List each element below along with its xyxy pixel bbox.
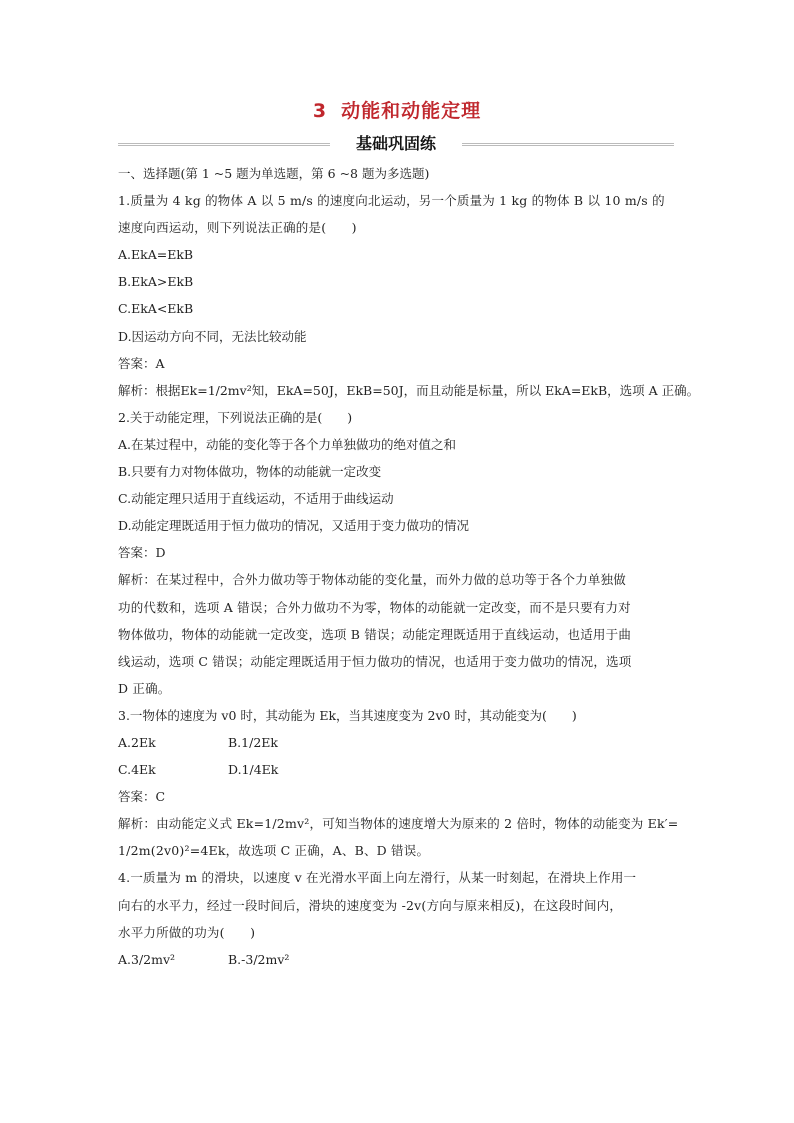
- q2-analysis-line: D 正确。: [118, 680, 171, 696]
- q2-option-d: D.动能定理既适用于恒力做功的情况，又适用于变力做功的情况: [118, 518, 470, 534]
- q3-analysis-line-2: 1/2m(2v0)²=4Ek，故选项 C 正确，A、B、D 错误。: [118, 843, 430, 859]
- q2-stem: 2.关于动能定理，下列说法正确的是( ): [118, 409, 353, 425]
- title-text: 动能和动能定理: [341, 100, 482, 122]
- q1-stem-line-2: 速度向西运动，则下列说法正确的是( ): [118, 220, 357, 236]
- q1-analysis-equation: Ek=1/2mv²: [180, 382, 252, 398]
- q3-answer: 答案：C: [118, 789, 166, 805]
- page-title: [0, 96, 794, 123]
- q3-options-row-1: [118, 729, 678, 756]
- section-heading: 一、选择题(第 1 ~5 题为单选题，第 6 ~8 题为多选题): [118, 166, 430, 181]
- q3-stem: 3.一物体的速度为 v0 时，其动能为 Ek，当其速度变为 2v0 时，其动能变为( ): [118, 707, 577, 723]
- q3-options-row-2: [118, 756, 678, 783]
- q4-stem-line: 水平力所做的功为( ): [118, 924, 256, 940]
- q4-stem-line: 4.一质量为 m 的滑块，以速度 v 在光滑水平面上向左滑行，从某一时刻起，在滑块上作用一: [118, 870, 637, 886]
- q1-analysis-rest: 知，EkA=50J，EkB=50J，而且动能是标量，所以 EkA=EkB，选项 A 正确。: [251, 382, 700, 398]
- q4-option-b: B.-3/2mv²: [228, 951, 290, 967]
- subtitle-row: [118, 131, 674, 155]
- q1-option-d: D.因运动方向不同，无法比较动能: [118, 328, 307, 344]
- q3-option-b: B.1/2Ek: [228, 734, 278, 750]
- q3-analysis-line-1: 解析：由动能定义式 Ek=1/2mv²，可知当物体的速度增大为原来的 2 倍时，物体的动能变为 Ek′=: [118, 816, 679, 832]
- q2-analysis-line: 线运动，选项 C 错误；动能定理既适用于恒力做功的情况，也适用于变力做功的情况，选项: [118, 653, 632, 669]
- right-divider: [462, 143, 674, 146]
- q2-option-c: C.动能定理只适用于直线运动，不适用于曲线运动: [118, 491, 394, 507]
- subtitle: 基础巩固练: [355, 134, 436, 153]
- q1-option-c: C.EkA<EkB: [118, 301, 194, 317]
- q2-option-a: A.在某过程中，动能的变化等于各个力单独做功的绝对值之和: [118, 436, 457, 452]
- q2-answer: 答案：D: [118, 545, 166, 561]
- q2-analysis-line: 解析：在某过程中，合外力做功等于物体动能的变化量，而外力做的总功等于各个力单独做: [118, 572, 627, 588]
- q1-stem-line-1: 1.质量为 4 kg 的物体 A 以 5 m/s 的速度向北运动，另一个质量为 1 kg 的物体 B 以 10 m/s 的: [118, 193, 665, 209]
- q2-analysis-line: 物体做功，物体的动能就一定改变，选项 B 错误；动能定理既适用于直线运动，也适用于曲: [118, 626, 632, 642]
- q1-analysis: [118, 377, 700, 404]
- q1-option-a: A.EkA=EkB: [118, 247, 194, 263]
- q1-option-b: B.EkA>EkB: [118, 274, 194, 290]
- q1-answer: 答案：A: [118, 355, 165, 371]
- q4-options-row: [118, 946, 678, 973]
- q4-stem-line: 向右的水平力，经过一段时间后，滑块的速度变为 -2v(方向与原来相反)，在这段时间内，: [118, 897, 623, 913]
- q4-option-a: A.3/2mv²: [118, 951, 176, 967]
- q2-analysis-line: 功的代数和，选项 A 错误；合外力做功不为零，物体的动能就一定改变，而不是只要有力对: [118, 599, 631, 615]
- q2-option-b: B.只要有力对物体做功，物体的动能就一定改变: [118, 464, 382, 480]
- section-number: 3: [312, 100, 328, 122]
- q1-analysis-prefix: 解析：根据: [118, 382, 181, 398]
- q3-option-d: D.1/4Ek: [228, 762, 279, 778]
- content: [118, 160, 700, 973]
- q3-option-a: A.2Ek: [118, 734, 156, 750]
- q3-option-c: C.4Ek: [118, 762, 156, 778]
